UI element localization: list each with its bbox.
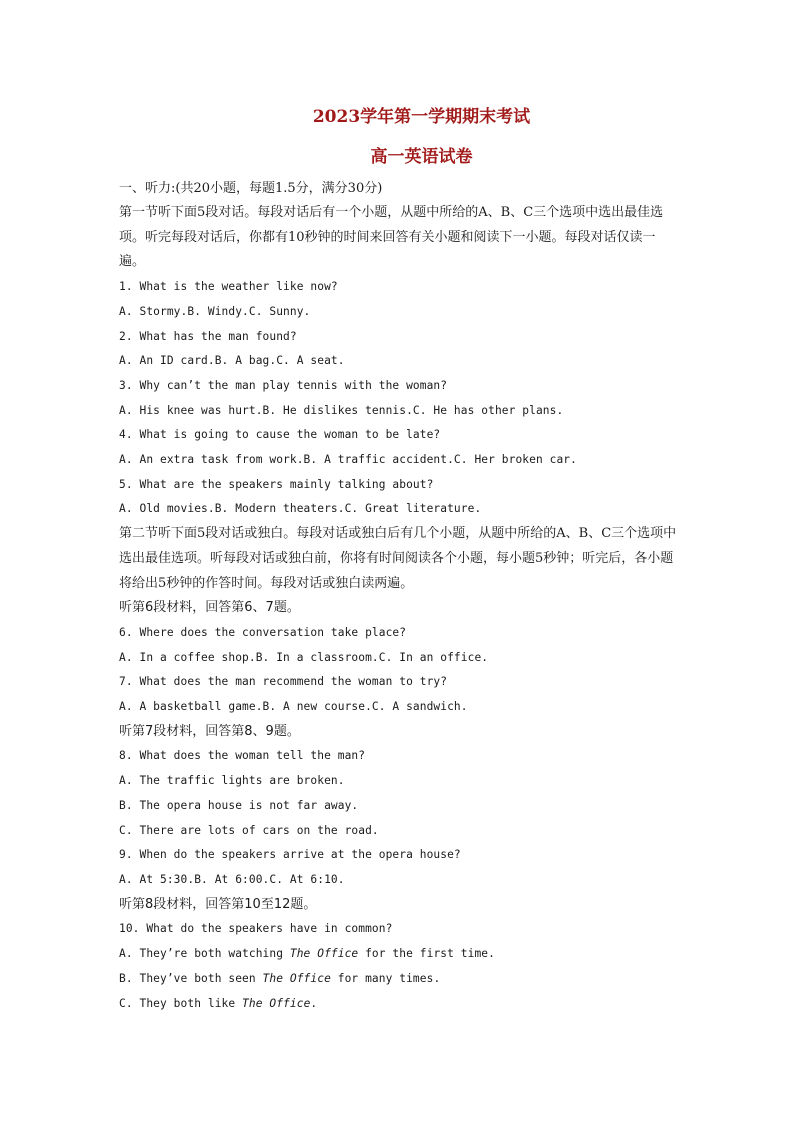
- exam-title: 2023学年第一学期期末考试: [312, 107, 531, 127]
- question-6-options: A. In a coffee shop.B. In a classroom.C. In an office.: [119, 650, 489, 664]
- material-8-note: 听第8段材料，回答第10至12题。: [119, 896, 317, 912]
- section1-intro: 第一节听下面5段对话。每段对话后有一个小题，从题中所给的A、B、C三个选项中选出最佳选项。听完每段对话后，你都有10秒钟的时间来回答有关小题和阅读下一小题。每段对话仅读一遍。: [119, 205, 664, 270]
- question-4: 4. What is going to cause the woman to be late?: [119, 428, 441, 442]
- question-8-option-a: A. The traffic lights are broken.: [119, 774, 345, 788]
- question-4-options: A. An extra task from work.B. A traffic accident.C. Her broken car.: [119, 453, 577, 467]
- question-2-options: A. An ID card.B. A bag.C. A seat.: [119, 354, 345, 368]
- question-1: 1. What is the weather like now?: [119, 280, 338, 294]
- exam-page: [119, 103, 679, 1016]
- question-10-option-c: [119, 992, 679, 1017]
- question-8: 8. What does the woman tell the man?: [119, 749, 366, 763]
- question-3: 3. Why can’t the man play tennis with the woman?: [119, 378, 448, 392]
- option-c-text-post: .: [310, 996, 318, 1010]
- question-10: 10. What do the speakers have in common?: [119, 922, 393, 936]
- option-a-title: The Office: [289, 947, 359, 961]
- option-c-title: The Office: [242, 996, 311, 1010]
- option-b-text-post: for many times.: [330, 971, 441, 985]
- exam-subtitle: 高一英语试卷: [370, 147, 473, 167]
- question-8-option-c: C. There are lots of cars on the road.: [119, 823, 379, 837]
- question-1-options: A. Stormy.B. Windy.C. Sunny.: [119, 304, 311, 318]
- option-b-title: The Office: [262, 971, 331, 985]
- question-5-options: A. Old movies.B. Modern theaters.C. Great literature.: [119, 502, 482, 516]
- option-a-text-post: for the first time.: [358, 947, 495, 961]
- option-c-text-pre: C. They both like: [119, 996, 243, 1010]
- question-10-option-b: [119, 967, 679, 992]
- material-6-note: 听第6段材料，回答第6、7题。: [119, 600, 300, 616]
- question-9: 9. When do the speakers arrive at the opera house?: [119, 848, 461, 862]
- question-2: 2. What has the man found?: [119, 329, 297, 343]
- part1-header: 一、听力:(共20小题，每题1.5分，满分30分): [119, 181, 383, 196]
- option-a-text-pre: A. They’re both watching: [119, 947, 290, 961]
- question-6: 6. Where does the conversation take place?: [119, 625, 407, 639]
- question-10-option-a: [119, 942, 679, 967]
- section2-intro: 第二节听下面5段对话或独白。每段对话或独白后有几个小题，从题中所给的A、B、C三个选项中选出最佳选项。听每段对话或独白前，你将有时间阅读各个小题，每小题5秒钟；听完后，各小题将给出5秒钟的作答时间。每段对话或独白读两遍。: [119, 526, 677, 591]
- question-7: 7. What does the man recommend the woman to try?: [119, 675, 448, 689]
- question-5: 5. What are the speakers mainly talking about?: [119, 477, 434, 491]
- question-9-options: A. At 5:30.B. At 6:00.C. At 6:10.: [119, 872, 345, 886]
- question-7-options: A. A basketball game.B. A new course.C. A sandwich.: [119, 700, 468, 714]
- question-3-options: A. His knee was hurt.B. He dislikes tennis.C. He has other plans.: [119, 403, 564, 417]
- material-7-note: 听第7段材料，回答第8、9题。: [119, 723, 300, 739]
- option-b-text-pre: B. They’ve both seen: [119, 971, 263, 985]
- question-8-option-b: B. The opera house is not far away.: [119, 798, 359, 812]
